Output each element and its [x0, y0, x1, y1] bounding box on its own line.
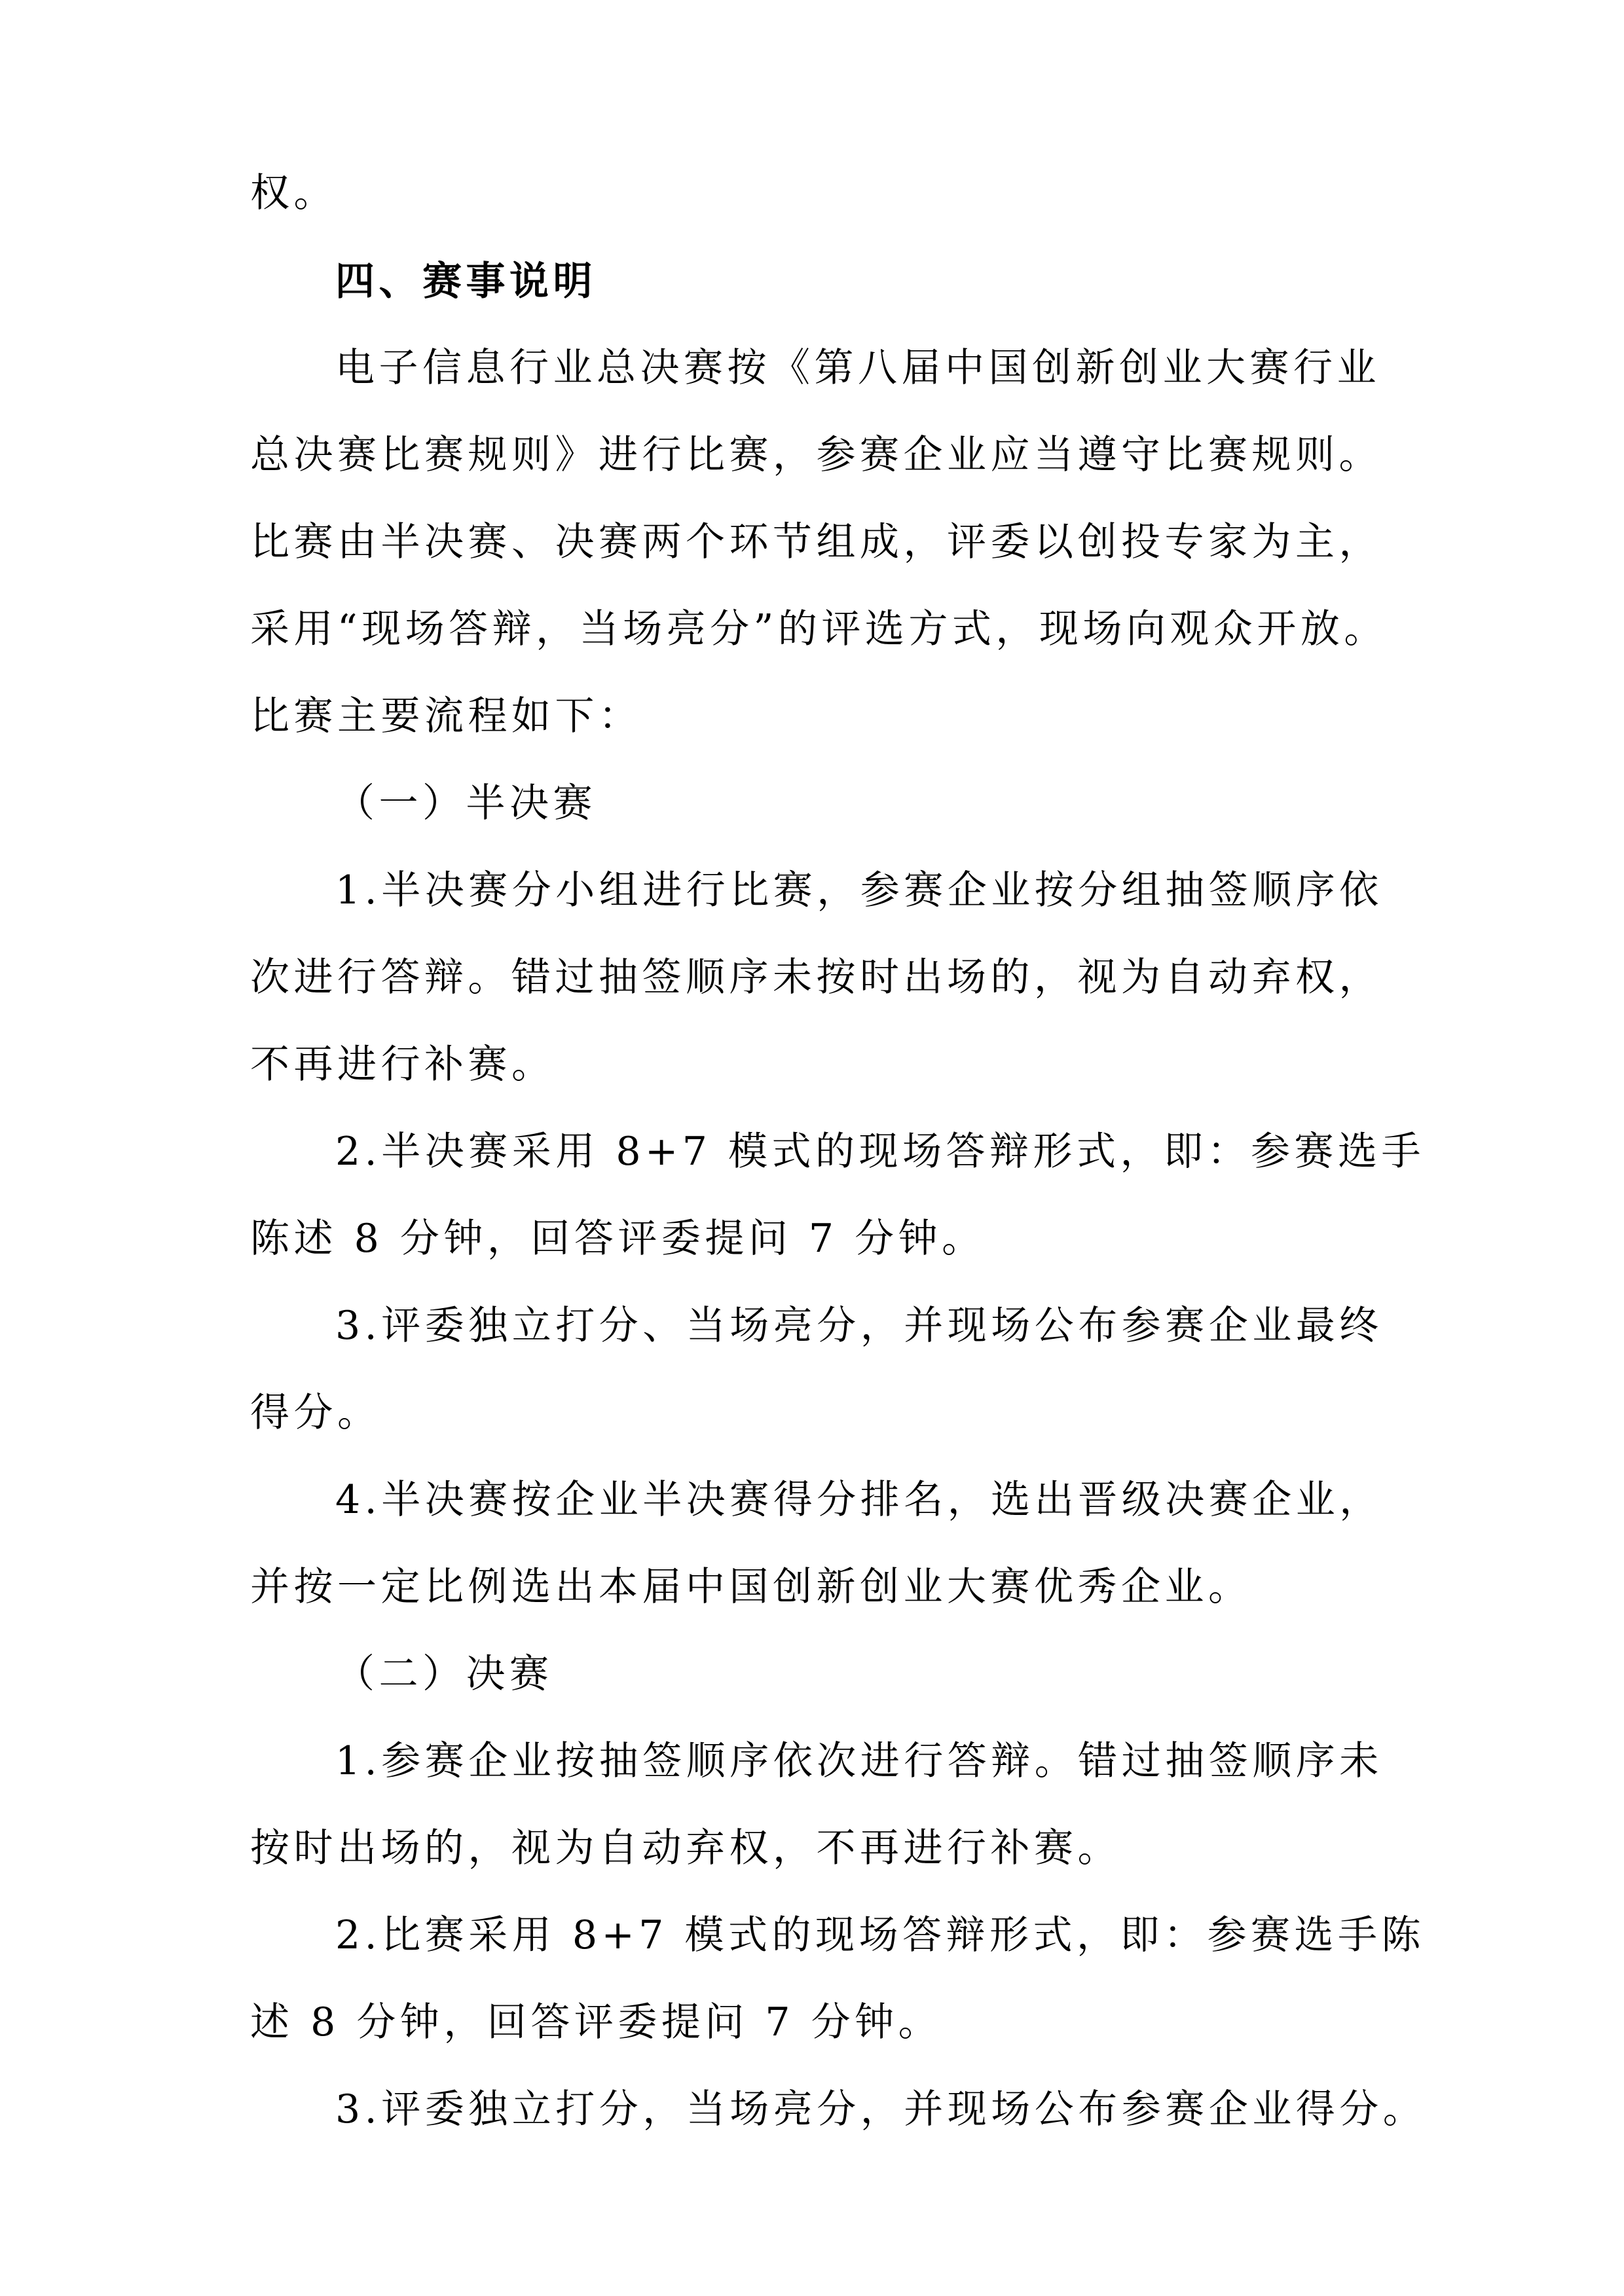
paragraph-line: 述 8 分钟，回答评委提问 7 分钟。: [250, 1999, 942, 2045]
paragraph-line: 1.参赛企业按抽签顺序依次进行答辩。错过抽签顺序未: [335, 1738, 1383, 1784]
paragraph-line: 并按一定比例选出本届中国创新创业大赛优秀企业。: [250, 1564, 1252, 1610]
subsection-heading: （二）决赛: [335, 1651, 553, 1697]
subsection-heading: （一）半决赛: [335, 780, 597, 826]
paragraph-line: 比赛由半决赛、决赛两个环节组成，评委以创投专家为主，: [250, 519, 1382, 565]
section-heading: 四、赛事说明: [335, 259, 597, 304]
paragraph-line: 按时出场的，视为自动弃权，不再进行补赛。: [250, 1825, 1121, 1871]
paragraph-line: 2.比赛采用 8+7 模式的现场答辩形式，即：参赛选手陈: [335, 1912, 1426, 1958]
paragraph-line: 4.半决赛按企业半决赛得分排名，选出晋级决赛企业，: [335, 1477, 1383, 1523]
paragraph-line: 陈述 8 分钟，回答评委提问 7 分钟。: [250, 1216, 986, 1262]
paragraph-line: 3.评委独立打分、当场亮分，并现场公布参赛企业最终: [335, 1303, 1383, 1349]
paragraph-line: 次进行答辩。错过抽签顺序未按时出场的，视为自动弃权，: [250, 955, 1382, 1000]
paragraph-line: 比赛主要流程如下：: [250, 693, 642, 739]
paragraph-line: 总决赛比赛规则》进行比赛，参赛企业应当遵守比赛规则。: [250, 432, 1382, 478]
paragraph-line: 不再进行补赛。: [250, 1042, 555, 1087]
paragraph-line: 得分。: [250, 1390, 381, 1436]
paragraph-line: 电子信息行业总决赛按《第八届中国创新创业大赛行业: [335, 345, 1380, 391]
paragraph-line: 权。: [250, 170, 337, 216]
paragraph-line: 2.半决赛采用 8+7 模式的现场答辩形式，即：参赛选手: [335, 1129, 1426, 1175]
paragraph-line: 采用“现场答辩，当场亮分”的评选方式，现场向观众开放。: [250, 606, 1388, 652]
paragraph-line: 3.评委独立打分，当场亮分，并现场公布参赛企业得分。: [335, 2086, 1427, 2132]
paragraph-line: 1.半决赛分小组进行比赛，参赛企业按分组抽签顺序依: [335, 867, 1383, 913]
